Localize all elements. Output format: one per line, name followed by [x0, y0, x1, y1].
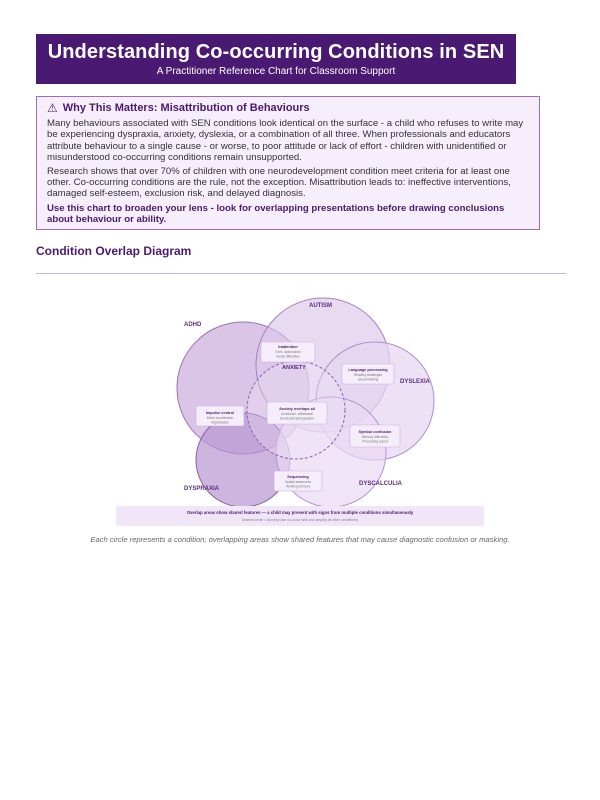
overlap-sequencing-title: Sequencing: [287, 475, 309, 479]
label-dyslexia: DYSLEXIA: [400, 379, 431, 385]
venn-diagram-svg: [0, 274, 600, 530]
overlap-symbol-line-1: Memory difficulties: [361, 435, 389, 439]
overlap-anxiety-title: Anxiety overlaps all: [279, 407, 315, 411]
label-autism: AUTISM: [309, 303, 332, 309]
label-anxiety: ANXIETY: [282, 365, 306, 371]
why-this-matters-callout: [36, 96, 540, 230]
overlap-inattention: [261, 342, 315, 362]
diagram-note-legend: Dashed circle = Anxiety (can co-occur with and amplify all other conditions): [241, 518, 359, 522]
page-subtitle: A Practitioner Reference Chart for Classroom Support: [156, 66, 396, 77]
overlap-impulse-control: [196, 406, 244, 426]
label-dyscalculia: DYSCALCULIA: [359, 481, 402, 487]
overlap-sequencing: [274, 471, 322, 491]
callout-heading: [47, 103, 529, 114]
overlap-language-line-1: Reading challenges: [354, 373, 382, 377]
header-banner: [36, 34, 516, 84]
overlap-symbol-confusion: [350, 425, 400, 447]
condition-overlap-diagram: [0, 274, 600, 530]
callout-paragraph-1: Many behaviours associated with SEN conditions look identical on the surface - a child who refuses to write may be experiencing dyspraxia, anxiety, dyslexia, or a combination of all three. When professionals and educators attribute behaviour to a single cause - or worse, to poor attitude or lack of effort - children with unidentified or misunderstood co-occurring conditions remain unsupported.: [47, 118, 524, 163]
page-title: Understanding Co-occurring Conditions in SEN: [47, 41, 505, 63]
overlap-anxiety-line-1: Avoidance, withdrawal: [281, 412, 313, 416]
label-dyspraxia: DYSPRAXIA: [184, 486, 220, 492]
callout-call-to-action: Use this chart to broaden your lens - look for overlapping presentations before drawing conclusions about behaviour or ability.: [47, 202, 505, 225]
overlap-sequencing-line-2: Working memory: [285, 484, 311, 489]
overlap-inattention-line-1: Exec. dysfunction: [275, 350, 301, 354]
overlap-impulse-title: Impulse control: [205, 411, 235, 415]
overlap-sequencing-line-1: Spatial awareness: [284, 480, 312, 484]
overlap-language-title: Language processing: [348, 368, 388, 372]
callout-paragraph-2: Research shows that over 70% of children with one neurodevelopment condition meet criteria for at least one other. Co-occurring conditions are the rule, not the exception. Misattribution leads to: ineffective interventions, damaged self-esteem, exclusion risk, and delayed diagnosis.: [47, 166, 511, 200]
section-title: Condition Overlap Diagram: [36, 244, 192, 258]
overlap-inattention-line-2: Social difficulties: [276, 354, 300, 359]
overlap-language-line-2: Literal thinking: [357, 377, 379, 382]
overlap-anxiety-all: [267, 402, 327, 424]
overlap-symbol-title: Symbol confusion: [358, 430, 392, 434]
overlap-anxiety-line-2: Emotional dysregulation: [279, 416, 315, 421]
overlap-impulse-line-1: Motor coordination: [206, 416, 234, 420]
callout-title: Why This Matters: Misattribution of Behaviours: [62, 102, 310, 114]
overlap-inattention-title: Inattention: [278, 345, 298, 349]
overlap-symbol-line-2: Processing speed: [362, 439, 388, 444]
overlap-language-processing: [342, 364, 394, 384]
warning-icon: ⚠: [47, 101, 58, 115]
diagram-caption: Each circle represents a condition; overlapping areas show shared features that may cause diagnostic confusion or masking.: [90, 535, 510, 544]
diagram-note-box: [116, 506, 484, 526]
label-adhd: ADHD: [184, 322, 202, 328]
diagram-note-bold: Overlap areas show shared features — a child may present with signs from multiple conditions simultaneously: [186, 510, 414, 515]
overlap-impulse-line-2: Organisation: [210, 420, 230, 425]
